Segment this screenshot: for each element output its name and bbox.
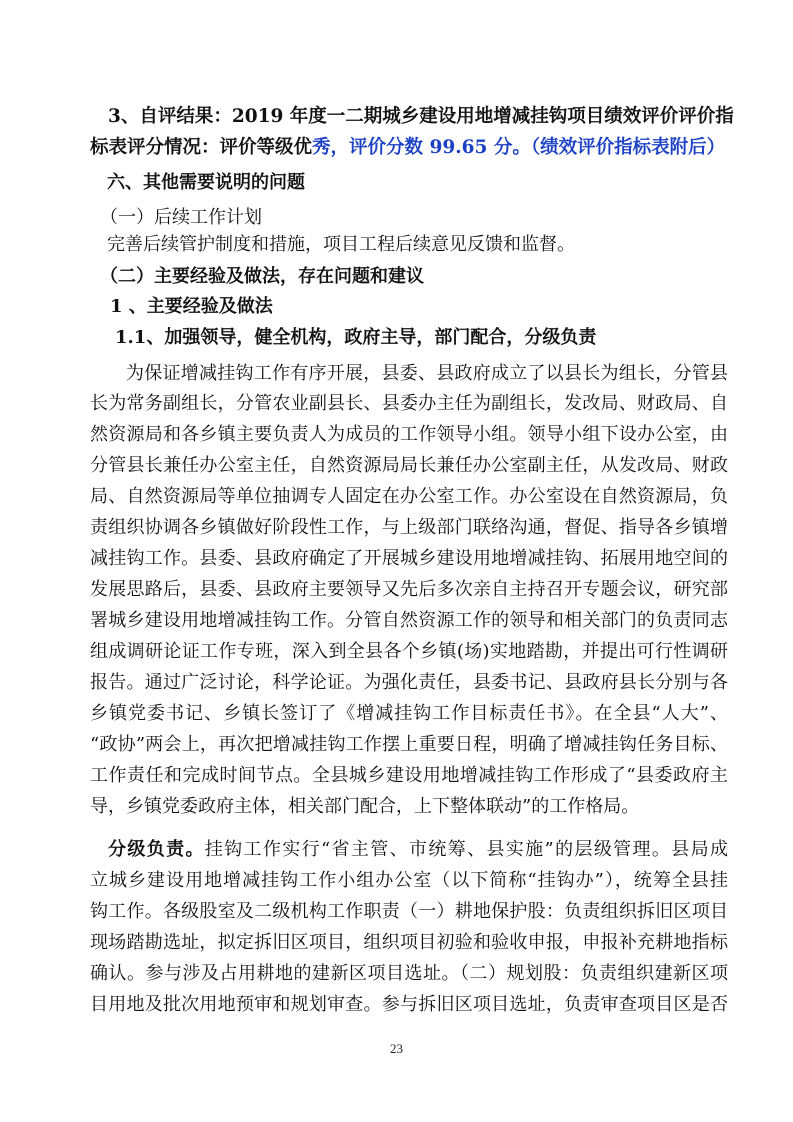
self-eval-score: 秀，评价分数 99.65 分。（绩效评价指标表附后） xyxy=(312,137,726,158)
self-eval-text: 标表评分情况：评价等级优 xyxy=(90,137,313,158)
paragraph-line: 工作责任和完成时间节点。全县城乡建设用地增减挂钩工作形成了“县委政府主 xyxy=(90,765,728,786)
paragraph-line xyxy=(108,839,728,861)
paragraph-line: 导，乡镇党委政府主体，相关部门配合，上下整体联动”的工作格局。 xyxy=(90,796,640,817)
paragraph-line: 然资源局和各乡镇主要负责人为成员的工作领导小组。领导小组下设办公室，由 xyxy=(90,424,728,445)
paragraph-line: 立城乡建设用地增减挂钩工作小组办公室（以下简称“挂钩办”），统筹全县挂 xyxy=(90,870,728,891)
paragraph-line: 长为常务副组长，分管农业副县长、县委办主任为副组长，发改局、财政局、自 xyxy=(90,393,728,414)
heading-main-experience: 1 、主要经验及做法 xyxy=(110,296,273,317)
paragraph-line: 现场踏勘选址，拟定拆旧区项目，组织项目初验和验收申报，申报补充耕地指标 xyxy=(90,932,728,953)
paragraph-line: 目用地及批次用地预审和规划审查。参与拆旧区项目选址，负责审查项目区是否 xyxy=(90,994,728,1015)
bold-lead: 分级负责。 xyxy=(108,839,205,860)
paragraph-line: 减挂钩工作。县委、县政府确定了开展城乡建设用地增减挂钩、拓展用地空间的 xyxy=(90,548,728,569)
paragraph-line: 钩工作。各级股室及二级机构工作职责（一）耕地保护股：负责组织拆旧区项目 xyxy=(90,901,728,922)
page-number: 23 xyxy=(390,1041,403,1056)
subsection-heading-experience: （二）主要经验及做法，存在问题和建议 xyxy=(100,266,424,287)
plan-paragraph: 完善后续管护制度和措施，项目工程后续意见反馈和监督。 xyxy=(107,234,575,255)
section-heading-6: 六、其他需要说明的问题 xyxy=(107,172,305,193)
paragraph-line: 为保证增减挂钩工作有序开展，县委、县政府成立了以县长为组长，分管县 xyxy=(126,363,728,384)
paragraph-line: 组成调研论证工作专班，深入到全县各个乡镇(场)实地踏勘，并提出可行性调研 xyxy=(90,641,728,662)
subsection-heading-plan: （一）后续工作计划 xyxy=(100,207,262,228)
paragraph-line: 责组织协调各乡镇做好阶段性工作，与上级部门联络沟通，督促、指导各乡镇增 xyxy=(90,517,728,538)
paragraph-line: 发展思路后，县委、县政府主要领导又先后多次亲自主持召开专题会议，研究部 xyxy=(90,579,728,600)
tiered-responsibility-lead: 分级负责。挂钩工作实行“省主管、市统筹、县实施”的层级管理。县局成 xyxy=(108,839,728,860)
self-eval-line1: 3、自评结果：2019 年度一二期城乡建设用地增减挂钩项目绩效评价评价指 xyxy=(108,106,734,127)
self-eval-line2 xyxy=(90,137,726,159)
paragraph-line: “政协”两会上，再次把增减挂钩工作摆上重要日程，明确了增减挂钩任务目标、 xyxy=(90,734,728,755)
paragraph-line: 署城乡建设用地增减挂钩工作。分管自然资源工作的领导和相关部门的负责同志 xyxy=(90,610,728,631)
paragraph-line: 确认。参与涉及占用耕地的建新区项目选址。（二）规划股：负责组织建新区项 xyxy=(90,963,728,984)
paragraph-line: 报告。通过广泛讨论，科学论证。为强化责任，县委书记、县政府县长分别与各 xyxy=(90,672,728,693)
heading-leadership: 1.1、加强领导，健全机构，政府主导，部门配合，分级负责 xyxy=(115,327,597,348)
paragraph-line: 局、自然资源局等单位抽调专人固定在办公室工作。办公室设在自然资源局，负 xyxy=(90,486,728,507)
paragraph-line: 乡镇党委书记、乡镇长签订了《增减挂钩工作目标责任书》。在全县“人大”、 xyxy=(90,703,728,724)
paragraph-line: 分管县长兼任办公室主任，自然资源局局长兼任办公室副主任，从发改局、财政 xyxy=(90,455,728,476)
